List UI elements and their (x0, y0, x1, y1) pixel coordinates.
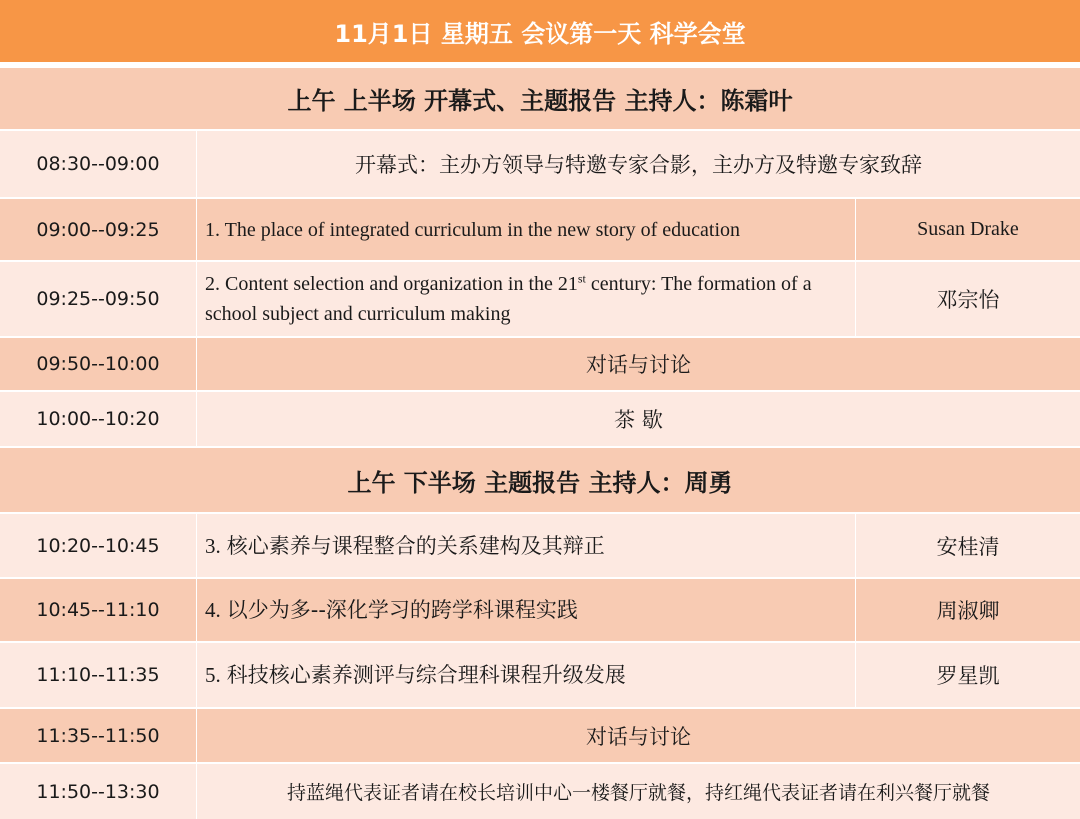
schedule-row (0, 336, 1080, 390)
time-cell: 10:45--11:10 (36, 599, 160, 621)
schedule-row (0, 197, 1080, 260)
session-content: 茶 歇 (614, 408, 663, 432)
speaker-name: Susan Drake (917, 218, 1019, 240)
time-cell: 09:25--09:50 (36, 288, 160, 310)
section-header-morning-first (0, 66, 1080, 129)
schedule-row (0, 762, 1080, 819)
speaker-name: 邓宗怡 (936, 288, 1000, 312)
talk-title: 核心素养与课程整合的关系建构及其辩正 (226, 533, 605, 558)
speaker-name: 周淑卿 (936, 599, 1000, 623)
schedule-row (0, 129, 1080, 197)
talk-topic (197, 579, 855, 641)
talk-topic: 1. The place of integrated curriculum in the new story of education (205, 218, 740, 241)
session-content: 开幕式：主办方领导与特邀专家合影，主办方及特邀专家致辞 (355, 153, 922, 177)
schedule-row (0, 512, 1080, 577)
talk-title: 以少为多--深化学习的跨学科课程实践 (226, 598, 578, 622)
schedule-row (0, 707, 1080, 762)
speaker-name: 罗星凯 (936, 664, 1000, 688)
talk-topic (197, 514, 855, 577)
time-cell: 11:35--11:50 (36, 724, 160, 747)
section-title: 上午 下半场 主题报告 主持人：周勇 (347, 468, 733, 497)
talk-number: 3. (205, 533, 221, 558)
talk-number: 5. (205, 663, 221, 687)
talk-topic (197, 643, 855, 707)
schedule-row (0, 390, 1080, 446)
time-cell: 11:50--13:30 (36, 780, 160, 803)
ordinal-suffix: st (577, 271, 586, 286)
time-cell: 10:00--10:20 (36, 408, 160, 430)
section-header-morning-second (0, 446, 1080, 512)
page-title: 11月1日 星期五 会议第一天 科学会堂 (334, 19, 746, 48)
talk-topic-part: 2. Content selection and organization in the 21 (205, 273, 578, 295)
time-cell: 09:50--10:00 (36, 353, 160, 375)
schedule-row (0, 260, 1080, 336)
speaker-name: 安桂清 (936, 534, 1000, 559)
talk-title: 科技核心素养测评与综合理科课程升级发展 (226, 663, 626, 687)
talk-topic-part: century: The formation of a school subject and curriculum making (205, 273, 812, 325)
session-content: 持蓝绳代表证者请在校长培训中心一楼餐厅就餐，持红绳代表证者请在利兴餐厅就餐 (286, 782, 990, 804)
schedule-row (0, 577, 1080, 641)
talk-number: 4. (205, 598, 221, 622)
schedule-row (0, 641, 1080, 707)
time-cell: 10:20--10:45 (36, 534, 160, 557)
section-title: 上午 上半场 开幕式、主题报告 主持人：陈霜叶 (287, 87, 793, 115)
time-cell: 08:30--09:00 (36, 153, 160, 175)
schedule-header (0, 0, 1080, 62)
time-cell: 09:00--09:25 (36, 218, 160, 241)
session-content: 对话与讨论 (586, 353, 691, 377)
talk-topic (197, 262, 855, 336)
session-content: 对话与讨论 (586, 724, 691, 749)
time-cell: 11:10--11:35 (36, 664, 160, 686)
